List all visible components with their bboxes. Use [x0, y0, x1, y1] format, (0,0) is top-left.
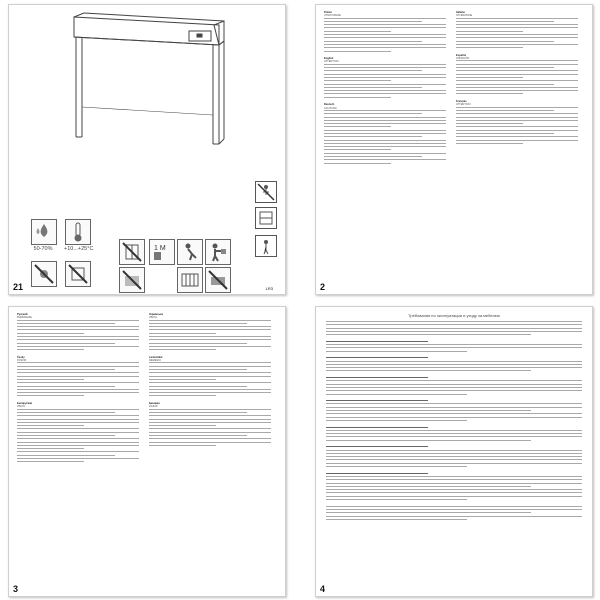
page-number: 3 — [13, 584, 19, 594]
section-heading: Беларуская УВАГА — [17, 402, 33, 409]
radiator-icon — [177, 267, 203, 293]
text-column-left — [17, 313, 139, 465]
section-heading: Polski UTRZYMANIE — [324, 11, 341, 18]
section-heading: Lietuviškai DĖMESIO — [149, 355, 163, 363]
no-heater-icon — [65, 261, 91, 287]
section-heading: Italiano ATTENZIONE — [456, 11, 473, 18]
no-wet-cleaning-icon — [119, 267, 145, 293]
person-lifting-icon — [205, 239, 231, 265]
text-column-left — [324, 11, 446, 166]
section-heading: Español ATENCIÓN — [456, 53, 470, 61]
section-heading: Українська УВАГА — [149, 313, 163, 320]
svg-text:1 M: 1 M — [154, 245, 166, 252]
section-heading: Česky POZOR — [17, 355, 27, 363]
wall-mount-icon — [255, 207, 277, 229]
text-column-right — [149, 313, 271, 448]
footer-code: LR3 — [265, 286, 273, 291]
manual-page-4 — [315, 306, 593, 597]
no-climbing-icon — [255, 181, 277, 203]
no-window-icon — [119, 239, 145, 265]
temperature-icon — [65, 219, 91, 245]
text-column-right — [456, 11, 578, 146]
section-heading: Русский ВНИМАНИЕ — [17, 313, 32, 320]
section-heading: Deutsch ACHTUNG — [324, 103, 337, 110]
humidity-label: 50-70% — [33, 246, 53, 252]
manual-page-2 — [315, 4, 593, 295]
page-heading: Требования по эксплуатации и уходу за мебелью — [408, 313, 500, 318]
text-body — [326, 321, 582, 522]
section-heading: English ATTENTION — [324, 57, 339, 64]
section-heading: Қазақша НАЗАР — [149, 402, 160, 409]
temperature-label: +10...+25°C — [64, 246, 94, 252]
manual-page-3 — [8, 306, 286, 597]
child-safety-icon — [255, 235, 277, 257]
page-number: 2 — [320, 282, 326, 292]
humidity-icon — [31, 219, 57, 245]
page-number: 21 — [13, 282, 24, 292]
console-table-illustration — [49, 7, 249, 147]
person-bending-icon — [177, 239, 203, 265]
distance-1m-icon — [149, 239, 175, 265]
manual-page-21 — [8, 4, 286, 295]
page-number: 4 — [320, 584, 326, 594]
no-moisture-icon — [205, 267, 231, 293]
no-direct-sunlight-icon — [31, 261, 57, 287]
section-heading: Français ATTENTION — [456, 100, 471, 107]
